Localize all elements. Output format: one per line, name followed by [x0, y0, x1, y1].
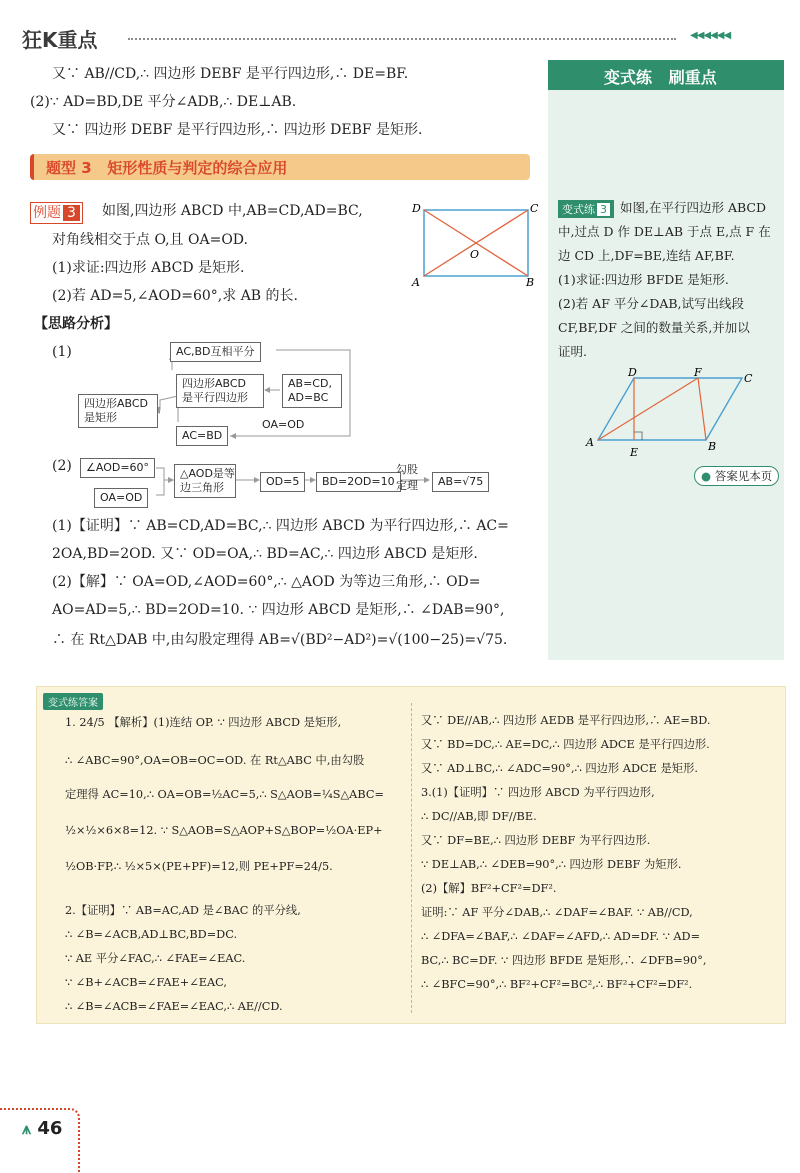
answers-right-3: 又∵ AD⊥BC,∴ ∠ADC=90°,∴ 四边形 ADCE 是矩形. — [421, 762, 698, 775]
label-a: A — [412, 276, 420, 289]
answers-left-1: 1. 24/5 【解析】(1)连结 OP. ∵ 四边形 ABCD 是矩形, — [65, 716, 342, 729]
answers-right-6: 又∵ DF=BE,∴ 四边形 DEBF 为平行四边形. — [421, 834, 651, 847]
segment-bf — [698, 378, 706, 440]
flow1-node-parallelogram — [176, 374, 264, 408]
sidebar-line-4: (1)求证:四边形 BFDE 是矩形. — [558, 272, 729, 287]
answers-right-9: 证明:∵ AF 平分∠DAB,∴ ∠DAF=∠BAF. ∵ AB//CD, — [421, 906, 693, 919]
sidebar-line-2: 中,过点 D 作 DE⊥AB 于点 E,点 F 在 — [558, 224, 771, 239]
answer-link[interactable] — [694, 466, 779, 486]
parallelogram-shape — [598, 378, 742, 440]
sidebar-line-3: 边 CD 上,DF=BE,连结 AF,BF. — [558, 248, 735, 263]
answers-left-4: ½×½×6×8=12. ∵ S△AOB=S△AOP+S△BOP=½OA·EP+ — [65, 824, 383, 837]
sidebar-line-1: 如图,在平行四边形 ABCD — [620, 200, 766, 215]
answers-left-9: ∵ ∠B+∠ACB=∠FAE+∠EAC, — [65, 976, 227, 989]
top-line-1: 又∵ AB//CD,∴ 四边形 DEBF 是平行四边形,∴ DE=BF. — [52, 66, 409, 82]
flow2-node-angle: ∠AOD=60° — [80, 458, 155, 478]
brand-logo — [22, 24, 98, 53]
answers-right-5: ∴ DC//AB,即 DF//BE. — [421, 810, 537, 823]
section-banner — [30, 154, 530, 180]
flow1-mid-line-1: 四边形ABCD — [182, 377, 247, 390]
answers-left-3: 定理得 AC=10,∴ OA=OB=½AC=5,∴ S△AOB=¼S△ABC= — [65, 788, 384, 801]
header-arrows: ◀◀◀◀◀◀ — [690, 30, 731, 41]
sidebar-tag-number: 3 — [597, 203, 610, 216]
sidebar-title: 变式练 刷重点 — [604, 68, 717, 87]
flow1-given-line-1: AB=CD, — [288, 377, 332, 390]
label-c: C — [744, 372, 753, 385]
flow1-node-top: AC,BD互相平分 — [170, 342, 261, 362]
answers-left-7: ∴ ∠B=∠ACB,AD⊥BC,BD=DC. — [65, 928, 238, 941]
right-angle-mark — [634, 432, 642, 440]
analysis-title: 【思路分析】 — [34, 316, 118, 332]
flow1-node-bottom: AC=BD — [176, 426, 228, 446]
label-b: B — [526, 276, 535, 289]
label-o: O — [470, 248, 480, 261]
sidebar-line-5: (2)若 AF 平分∠DAB,试写出线段 — [558, 296, 745, 311]
answers-left-5: ½OB·FP,∴ ½×5×(PE+PF)=12,则 PE+PF=24/5. — [65, 860, 333, 873]
sidebar-title-bar — [548, 60, 784, 90]
header-divider — [128, 38, 676, 40]
flow1-result-line-2: 是矩形 — [84, 411, 117, 424]
example-line-3: (1)求证:四边形 ABCD 是矩形. — [52, 260, 245, 276]
flow1-node-result — [78, 394, 158, 428]
example-tag-number: 3 — [63, 205, 80, 221]
label-d: D — [628, 366, 637, 379]
example-tag-label: 例题 — [33, 205, 61, 221]
flow1-node-given — [282, 374, 342, 408]
flow2-node-triangle — [174, 464, 236, 498]
answers-right-2: 又∵ BD=DC,∴ AE=DC,∴ 四边形 ADCE 是平行四边形. — [421, 738, 710, 751]
example-line-2: 对角线相交于点 O,且 OA=OD. — [52, 232, 248, 248]
answers-tag: 变式练答案 — [43, 693, 103, 710]
label-c: C — [530, 202, 538, 215]
answers-column-divider — [411, 703, 412, 1013]
answers-left-10: ∴ ∠B=∠ACB=∠FAE=∠EAC,∴ AE//CD. — [65, 1000, 283, 1013]
answers-right-8: (2)【解】BF²+CF²=DF². — [421, 882, 557, 895]
flow2-tri-line-1: △AOD是等 — [180, 467, 235, 480]
answers-left-6: 2.【证明】∵ AB=AC,AD 是∠BAC 的平分线, — [65, 904, 301, 917]
flow1-mid-line-2: 是平行四边形 — [182, 391, 248, 404]
section-banner-text: 题型 3 矩形性质与判定的综合应用 — [46, 159, 288, 177]
top-line-3: 又∵ 四边形 DEBF 是平行四边形,∴ 四边形 DEBF 是矩形. — [52, 122, 423, 138]
rectangle-figure — [408, 198, 538, 290]
sidebar-line-7: 证明. — [558, 344, 587, 359]
example-line-1: 如图,四边形 ABCD 中,AB=CD,AD=BC, — [102, 203, 363, 219]
label-f: F — [694, 366, 702, 379]
solution-line-1: (1)【证明】∵ AB=CD,AD=BC,∴ 四边形 ABCD 为平行四边形,∴ AC= — [52, 518, 509, 534]
top-line-2: (2)∵ AD=BD,DE 平分∠ADB,∴ DE⊥AB. — [30, 94, 297, 110]
flow2-node-ab: AB=√75 — [432, 472, 489, 492]
answers-right-11: BC,∴ BC=DF. ∵ 四边形 BFDE 是矩形,∴ ∠DFB=90°, — [421, 954, 707, 967]
flow2-theorem-2: 定理 — [396, 479, 418, 492]
flow1-label: (1) — [52, 344, 72, 360]
flow1-given-line-2: AD=BC — [288, 391, 329, 404]
example-tag — [30, 202, 83, 224]
segment-af — [598, 378, 698, 440]
compass-icon: ⩚ — [22, 1119, 32, 1138]
answers-right-7: ∵ DE⊥AB,∴ ∠DEB=90°,∴ 四边形 DEBF 为矩形. — [421, 858, 682, 871]
pin-icon: ● — [701, 469, 712, 483]
solution-line-3: (2)【解】∵ OA=OD,∠AOD=60°,∴ △AOD 为等边三角形,∴ OD= — [52, 574, 481, 590]
page-number — [22, 1118, 62, 1139]
answers-right-4: 3.(1)【证明】∵ 四边形 ABCD 为平行四边形, — [421, 786, 655, 799]
parallelogram-figure — [584, 366, 764, 462]
label-d: D — [412, 202, 421, 215]
sidebar-tag — [558, 200, 614, 218]
label-a: A — [586, 436, 594, 449]
page-number-text: 46 — [37, 1118, 63, 1139]
sidebar-panel — [548, 60, 784, 660]
solution-line-2: 2OA,BD=2OD. 又∵ OD=OA,∴ BD=AC,∴ 四边形 ABCD 是矩形. — [52, 546, 478, 562]
answers-left-8: ∵ AE 平分∠FAC,∴ ∠FAE=∠EAC. — [65, 952, 246, 965]
flow2-tri-line-2: 边三角形 — [180, 481, 224, 494]
sidebar-line-6: CF,BF,DF 之间的数量关系,并加以 — [558, 320, 750, 335]
solution-line-5: ∴ 在 Rt△DAB 中,由勾股定理得 AB=√(BD²−AD²)=√(100−25)=√75. — [52, 632, 508, 648]
example-line-4: (2)若 AD=5,∠AOD=60°,求 AB 的长. — [52, 288, 298, 304]
sidebar-tag-label: 变式练 — [562, 203, 595, 216]
answers-right-1: 又∵ DE//AB,∴ 四边形 AEDB 是平行四边形,∴ AE=BD. — [421, 714, 711, 727]
brand-text: 狂K重点 — [22, 28, 98, 52]
answer-link-label: 答案见本页 — [714, 469, 773, 483]
flow2-node-oa-od: OA=OD — [94, 488, 148, 508]
flow2-node-od: OD=5 — [260, 472, 305, 492]
answers-right-12: ∴ ∠BFC=90°,∴ BF²+CF²=BC²,∴ BF²+CF²=DF². — [421, 978, 693, 991]
answers-panel — [36, 686, 786, 1024]
answers-right-10: ∴ ∠DFA=∠BAF,∴ ∠DAF=∠AFD,∴ AD=DF. ∵ AD= — [421, 930, 701, 943]
label-b: B — [708, 440, 717, 453]
answers-left-2: ∴ ∠ABC=90°,OA=OB=OC=OD. 在 Rt△ABC 中,由勾股 — [65, 754, 365, 767]
flow2-node-bd: BD=2OD=10 — [316, 472, 401, 492]
flow1-edge-label: OA=OD — [262, 418, 305, 431]
flow1-result-line-1: 四边形ABCD — [84, 397, 149, 410]
flow2-theorem — [396, 462, 418, 494]
flow2-label: (2) — [52, 458, 72, 474]
label-e: E — [630, 446, 639, 459]
solution-line-4: AO=AD=5,∴ BD=2OD=10. ∵ 四边形 ABCD 是矩形,∴ ∠DAB=90°, — [52, 602, 505, 618]
flow2-theorem-1: 勾股 — [396, 463, 418, 476]
